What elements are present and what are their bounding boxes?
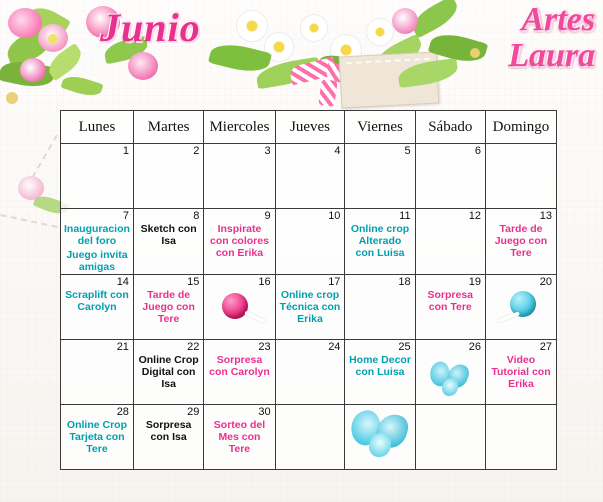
- ribbon-tail-icon: [318, 79, 337, 107]
- event-label[interactable]: Video Tutorial con Erika: [491, 354, 551, 390]
- flower-icon: [392, 8, 418, 34]
- daisy-icon: [300, 14, 328, 42]
- calendar-week-row: [61, 209, 557, 275]
- day-number: [486, 405, 556, 406]
- event-label[interactable]: Inspirate con colores con Erika: [209, 223, 269, 259]
- day-number: 17: [328, 276, 341, 288]
- berry-icon: [6, 92, 18, 104]
- calendar-cell[interactable]: [275, 144, 345, 209]
- calendar-cell[interactable]: [204, 209, 275, 275]
- event-label[interactable]: Sorpresa con Tere: [427, 289, 474, 313]
- event-label[interactable]: Online crop Técnica con Erika: [279, 289, 341, 325]
- calendar-week-row: [61, 144, 557, 209]
- weekday-header-lunes: Lunes: [61, 111, 134, 144]
- event-label[interactable]: Sorpresa con Carolyn: [209, 354, 270, 378]
- calendar-cell[interactable]: [275, 275, 345, 340]
- calendar-cell[interactable]: [61, 144, 134, 209]
- calendar-week-row: [61, 405, 557, 470]
- day-number: 29: [187, 406, 200, 418]
- calendar-cell[interactable]: [415, 209, 485, 275]
- day-number: 25: [398, 341, 411, 353]
- calendar-cell[interactable]: [345, 405, 415, 470]
- day-number: 11: [399, 210, 411, 222]
- calendar-cell[interactable]: [204, 405, 275, 470]
- day-number: 30: [258, 406, 271, 418]
- day-number: 6: [474, 145, 481, 157]
- event-label[interactable]: Online crop Alterado con Luisa: [350, 223, 410, 259]
- day-number: 22: [187, 341, 200, 353]
- day-number: 9: [264, 210, 271, 222]
- calendar-cell[interactable]: [61, 340, 134, 405]
- calendar-cell[interactable]: [415, 144, 485, 209]
- calendar-cell[interactable]: [204, 144, 275, 209]
- calendar-cell[interactable]: [61, 275, 134, 340]
- event-label[interactable]: Sketch con Isa: [140, 223, 197, 247]
- event-label[interactable]: Online Crop Tarjeta con Tere: [66, 419, 128, 455]
- day-number: 2: [193, 145, 200, 157]
- day-number: [276, 405, 345, 406]
- calendar-cell[interactable]: [204, 340, 275, 405]
- calendar-cell[interactable]: [275, 209, 345, 275]
- butterfly-icon: [351, 411, 411, 461]
- calendar-cell[interactable]: [204, 275, 275, 340]
- weekday-header-miercoles: Miercoles: [204, 111, 275, 144]
- calendar-cell[interactable]: [485, 405, 556, 470]
- day-number: 1: [122, 145, 129, 157]
- day-number: 3: [264, 145, 271, 157]
- event-label[interactable]: Tarde de Juego con Tere: [142, 289, 195, 325]
- event-label[interactable]: Scraplift con Carolyn: [65, 289, 129, 313]
- weekday-header-martes: Martes: [133, 111, 203, 144]
- calendar-cell[interactable]: [275, 405, 345, 470]
- day-number: 12: [468, 210, 481, 222]
- weekday-header-viernes: Viernes: [345, 111, 415, 144]
- calendar-cell[interactable]: [61, 405, 134, 470]
- flower-center-icon: [48, 34, 58, 44]
- event-label[interactable]: Inauguracion del foro: [64, 223, 130, 247]
- day-number: [486, 144, 556, 145]
- brand-line-2: Laura: [508, 36, 595, 74]
- month-title: Junio: [100, 5, 201, 50]
- calendar-cell[interactable]: [485, 340, 556, 405]
- calendar-cell[interactable]: [345, 275, 415, 340]
- calendar-cell[interactable]: [485, 144, 556, 209]
- weekday-header-row: [61, 111, 557, 144]
- calendar-cell[interactable]: [133, 340, 203, 405]
- event-label[interactable]: Sorpresa con Isa: [145, 419, 192, 443]
- day-number: 10: [328, 210, 341, 222]
- calendar-cell[interactable]: [133, 144, 203, 209]
- calendar-cell[interactable]: [345, 340, 415, 405]
- brand-title: [508, 2, 595, 73]
- calendar-cell[interactable]: [345, 144, 415, 209]
- calendar-week-row: [61, 275, 557, 340]
- event-label[interactable]: Online Crop Digital con Isa: [138, 354, 199, 390]
- butterfly-icon: [430, 362, 472, 398]
- calendar-cell[interactable]: [61, 209, 134, 275]
- calendar-cell[interactable]: [133, 275, 203, 340]
- daisy-icon: [236, 10, 268, 42]
- day-number: 4: [334, 145, 341, 157]
- day-number: 7: [122, 210, 129, 222]
- day-number: 21: [116, 341, 129, 353]
- leaf-icon: [61, 72, 104, 100]
- weekday-header-domingo: Domingo: [485, 111, 556, 144]
- day-number: 16: [258, 276, 271, 288]
- calendar-cell[interactable]: [485, 209, 556, 275]
- calendar-week-row: [61, 340, 557, 405]
- flower-icon: [8, 8, 42, 38]
- event-label[interactable]: Sorteo del Mes con Tere: [213, 419, 266, 455]
- weekday-header-sabado: Sábado: [415, 111, 485, 144]
- lollipop-blue-icon: [496, 289, 548, 331]
- weekday-header-jueves: Jueves: [275, 111, 345, 144]
- flower-icon: [128, 52, 158, 80]
- calendar-cell[interactable]: [415, 275, 485, 340]
- day-number: 27: [539, 341, 552, 353]
- day-number: 8: [193, 210, 200, 222]
- day-number: [345, 405, 414, 406]
- calendar-cell[interactable]: [415, 405, 485, 470]
- flower-icon: [20, 58, 46, 82]
- day-number: 14: [116, 276, 129, 288]
- calendar-cell[interactable]: [345, 209, 415, 275]
- calendar-cell[interactable]: [485, 275, 556, 340]
- brand-line-1: Artes: [521, 1, 595, 38]
- day-number: [416, 405, 485, 406]
- event-label[interactable]: Tarde de Juego con Tere: [494, 223, 548, 259]
- calendar-table: [60, 110, 557, 470]
- calendar-cell[interactable]: [133, 209, 203, 275]
- stitch-line: [0, 214, 57, 228]
- daisy-icon: [366, 18, 394, 46]
- day-number: 26: [468, 341, 481, 353]
- decorative-header: [0, 0, 603, 110]
- day-number: 5: [404, 145, 411, 157]
- calendar-cell[interactable]: [133, 405, 203, 470]
- day-number: 24: [328, 341, 341, 353]
- calendar-cell[interactable]: [415, 340, 485, 405]
- day-number: 15: [187, 276, 200, 288]
- event-label[interactable]: Juego invita amigas: [66, 249, 128, 273]
- event-label[interactable]: Home Decor con Luisa: [349, 354, 411, 378]
- day-number: 20: [539, 276, 552, 288]
- day-number: 18: [398, 276, 411, 288]
- calendar-cell[interactable]: [275, 340, 345, 405]
- day-number: 19: [468, 276, 481, 288]
- day-number: 23: [258, 341, 271, 353]
- berry-icon: [470, 48, 480, 58]
- day-number: 28: [116, 406, 129, 418]
- lollipop-pink-icon: [216, 291, 264, 331]
- day-number: 13: [539, 210, 552, 222]
